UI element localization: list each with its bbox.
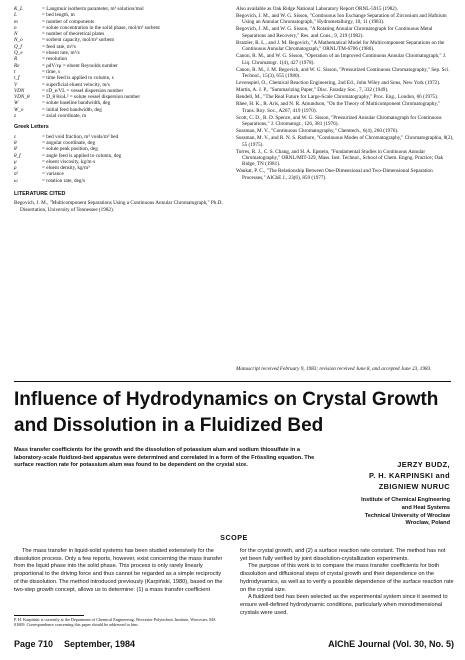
symbol-definition: = variance — [42, 171, 64, 178]
symbol: t_f — [14, 75, 20, 82]
nomenclature-column — [14, 6, 226, 214]
symbol-definition: = axial coordinate, m — [42, 113, 87, 120]
symbol-definition: = bed void fraction, m³ voids/m³ bed — [42, 133, 119, 140]
scope-text-left: The mass transfer in liquid-solid systems has been studied extensively for the dissolution process. Only a few reports, however, exist concerning the mass transfer from the liquid phase into the solid phase. This process is only rarely linearly proportional to the driving force and thus cannot be regarded as a simple reciprocity of the dissolution. The method introduced previously (Karpiński, 1980), based on the two-step growth concept, allows us to determine: (1) a mass transfer coefficient — [14, 548, 223, 593]
symbol: z — [14, 113, 17, 120]
symbol-definition: = feed rate, m³/s — [42, 43, 76, 50]
affiliation-line: Institute of Chemical Engineering — [361, 497, 450, 503]
symbol: ω — [14, 177, 18, 184]
symbol-definition: = ρdV/εμ = eluent Reynolds number — [42, 62, 118, 69]
symbol-row — [14, 113, 226, 119]
article-title: Influence of Hydrodynamics on Crystal Growth and Dissolution in a Fluidized Bed — [14, 389, 439, 436]
reference-entry: Begovich, J. M., and W. G. Sisson, "A Rotating Annular Chromatograph for Continuous Metal Separations and Recovery," Res. and Cons., 9, 219 (1982). — [236, 26, 433, 39]
symbol: L — [14, 12, 17, 19]
symbol-definition: = solute peak position, deg — [42, 146, 98, 153]
symbol: t — [14, 68, 16, 75]
symbol: m — [14, 18, 18, 25]
references-column — [236, 6, 454, 182]
page-footer — [14, 639, 454, 651]
reference-entry: Begovich, J. M., and W. G. Sisson, "Continuous Ion Exchange Separation of Zirconium and Hafnium Using an Annular Chromatograph," Hydrometallurgy, 10, 11 (1983). — [236, 13, 447, 26]
symbol-definition: = angular coordinate, deg — [42, 139, 96, 146]
references-list — [236, 6, 454, 181]
symbol-definition: = εD_e/VL = vessel dispersion number — [42, 87, 124, 94]
symbol-definition: = Langmuir isotherm parameter, m³ solution/mol — [42, 6, 144, 12]
symbol-definition: = number of components — [42, 18, 95, 25]
reference-entry: Bratzler, R. L., and J. M. Begovich, "A Mathematical Model for Multicomponent Separations on the Continuous Annular Chromatograph," ORNL/TM-6706 (1980). — [236, 39, 445, 53]
reference-entry: Sussman, M. V., and R. N. S. Rathore, "Continuous Modes of Chromatography," Chromatographia, 8(2), 55 (1975). — [236, 135, 454, 148]
author-name: ZBIGNIEW NURUC — [378, 482, 450, 491]
reference-entry: Martin, A. J. P., "Summarizing Paper," Disc. Faraday Soc., 7, 332 (1949). — [236, 87, 389, 94]
symbol-definition: = time, s — [42, 68, 61, 75]
reference-entry: Scott, C. D., R. D. Spence, and W. G. Sisson, "Pressurized Annular Chromatograph for Continuous Separations," J. Chromatogr., 126, 381 (1976). — [236, 114, 442, 128]
scope-paragraph: A fluidized bed has been selected as the experimental system since it seemed to ensure well-defined hydrodynamic conditions, particularly when monodimensional crystals were used. — [240, 594, 448, 616]
symbol-definition: = resolution — [42, 56, 67, 63]
affiliation-line: Technical University of Wroclaw — [364, 512, 450, 519]
greek-letters-list — [14, 134, 226, 184]
symbol-row — [14, 178, 226, 184]
literature-cited-heading: LITERATURE CITED — [14, 191, 66, 198]
symbol-definition: = bed length, m — [42, 12, 75, 19]
symbol-definition: = rotation rate, deg/s — [42, 177, 85, 184]
reference-entry: Rendell, M., "The Real Future for Large-Scale Chromatography," Proc. Eng., London, 66 (1975). — [236, 94, 439, 101]
section-divider — [14, 381, 451, 382]
affiliation-line: and Heat Systems — [401, 504, 450, 511]
reference-entry: Sussman, M. V., "Continuous Chromatography," Chemtech., 6(4), 260 (1976). — [236, 128, 399, 135]
greek-letters-heading: Greek Letters — [14, 124, 49, 131]
symbol: R — [14, 56, 18, 63]
symbol-definition: = sorbent capacity, mol/m³ sorbent — [42, 37, 114, 44]
reference-entry: Also available as Oak Ridge National Laboratory Report ORNL-5915 (1982). — [236, 6, 398, 12]
symbol-definition: = eluent viscosity, kg/m·s — [42, 158, 96, 165]
symbol: n — [14, 24, 17, 31]
abstract: Mass transfer coefficients for the growth and the dissolution of potassium alum and sodium thiosulfate in a laboratory-scale fluidized-bed apparatus were determined and correlated in a form of the Frössling equation. The surface reaction rate for potassium alum was found to be dependent on the crystal size. — [14, 447, 315, 469]
symbol: ε — [14, 133, 17, 140]
symbol: N — [14, 31, 18, 38]
author-name: P. H. KARPINSKI and — [369, 471, 450, 480]
symbol: V — [14, 81, 18, 88]
symbol: Q_e — [14, 50, 23, 57]
symbol: Q_f — [14, 43, 22, 50]
symbol: N_o — [14, 37, 23, 44]
manuscript-note: Manuscript received February 9, 1983; revision received June 8, and accepted June 23, 1983. — [236, 366, 432, 372]
symbol-definition: = solute baseline bandwidth, deg — [42, 100, 111, 107]
symbol: W_o — [14, 106, 24, 113]
symbol-definition: = number of theoretical plates — [42, 31, 105, 38]
symbol: σ² — [14, 171, 19, 178]
symbol: VDN_θ — [14, 94, 30, 101]
affiliation — [330, 497, 450, 528]
reference-entry: Levenspiel, O., Chemical Reaction Engineering, 2nd Ed., John Wiley and Sons, New York (1972). — [236, 80, 441, 87]
reference-entry: Begovich, J. M., "Multicomponent Separations Using a Continuous Annular Chromatograph," Ph.D. Dissertation, University of Tennessee (1982). — [14, 200, 223, 213]
scope-paragraph: The purpose of this work is to compare the mass transfer coefficients for both dissolution and diffusional steps of crystal growth and their dependence on the hydrodynamics, as well as to verify a possible dependence of the surface reaction rate on the crystal size. — [240, 563, 454, 593]
symbol-definition: = angle feed is applied to column, deg — [42, 152, 122, 159]
literature-cited-left — [14, 200, 226, 213]
symbol-definition: = superficial eluent velocity, m/s — [42, 81, 110, 88]
symbol: VDN — [14, 87, 25, 94]
symbol: Re — [14, 62, 20, 69]
symbol-definition: = initial feed bandwidth, deg — [42, 106, 102, 113]
nomenclature-list — [14, 6, 226, 119]
issue-date: September, 1984 — [64, 639, 136, 649]
symbol: K_L — [14, 6, 23, 12]
symbol: θ — [14, 139, 17, 146]
page-number: Page 710 — [14, 639, 54, 649]
authors-block — [330, 459, 450, 528]
symbol-definition: = solute concentration in the solid phase, mol/m³ sorbent — [42, 24, 160, 31]
journal-name: AIChE Journal (Vol. 30, No. 5) — [328, 639, 454, 649]
symbol-definition: = eluent density, kg/m³ — [42, 165, 90, 172]
reference-entry: Rhee, H. K., R. Aris, and N. R. Amundson, "On the Theory of Multicomponent Chromatography," Trans. Roy. Soc., A267, 419 (1970). — [236, 101, 441, 114]
reference-entry: Canon, R. M., and W. G. Sisson, "Operation of an Improved Continuous Annular Chromatograph," J. Liq. Chromatogr. 1(4), 427 (1978). — [236, 53, 447, 66]
affiliation-line: Wroclaw, Poland — [405, 520, 450, 527]
author-name: JERZY BUDZ, — [397, 460, 450, 469]
symbol: W — [14, 100, 19, 107]
scope-paragraph: for the crystal growth, and (2) a surface reaction rate constant. The method has not yet been fully verified by joint dissolution-crystallization experiments. — [240, 548, 446, 562]
reference-entry: Torres, R. J., C. S. Chang, and H. A. Epstein, "Fundamental Studies in Continuous Annular Chromatography," ORNL/MIT-329, Mass. Inst. Technol., School of Chem. Engng. Practice; Oak Ridge, TN (1981). — [236, 148, 444, 168]
scope-heading: SCOPE — [220, 533, 248, 542]
symbol: θ̄ — [14, 146, 17, 153]
symbol-definition: = time feed is applied to column, s — [42, 75, 114, 82]
symbol: μ — [14, 158, 17, 165]
footnote: P. H. Karpiński is currently at the Department of Chemical Engineering, Worcester Polytechnic Institute, Worcester, MA 01609. Correspondence concerning this paper should be addressed to him. — [14, 617, 216, 628]
symbol-definition: = eluent rate, m³/s — [42, 50, 80, 57]
footnote-rule — [14, 615, 84, 616]
scope-text-right — [240, 548, 454, 617]
symbol: θ_f — [14, 152, 21, 159]
symbol: ρ — [14, 165, 17, 172]
reference-entry: Wankat, P. C., "The Relationship Between One-Dimensional and Two-Dimensional Separation Processes," AIChE J., 23(6), 859 (1977). — [236, 168, 433, 181]
reference-entry: Canon, R. M., J. M. Begovich, and W. G. Sisson, "Pressurized Continuous Chromatography," Sep. Sci. Technol., 15(3), 655 (1980). — [236, 66, 450, 79]
symbol-definition: = D_θ θ/ωL² = solute vessel dispersion number — [42, 94, 141, 101]
